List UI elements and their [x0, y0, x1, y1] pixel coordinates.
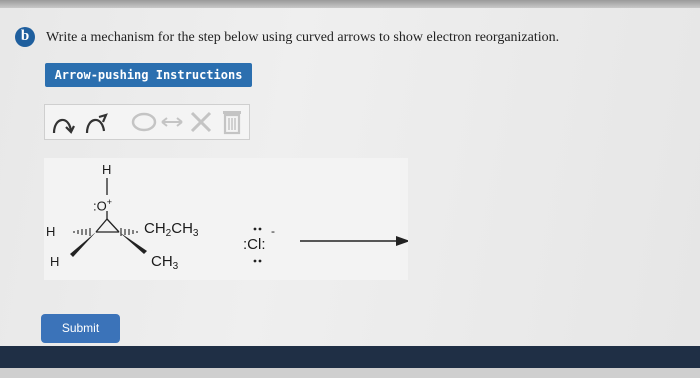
submit-button[interactable]: Submit	[41, 314, 120, 343]
question-text: Write a mechanism for the step below using curved arrows to show electron reorganization.	[46, 30, 560, 45]
hydrogen-left-hashed: H	[46, 224, 56, 239]
bond-lines	[44, 158, 408, 280]
chloride-charge: -	[271, 224, 275, 238]
hydrogen-top: H	[102, 162, 112, 177]
trash-icon[interactable]	[217, 105, 247, 139]
window-top-edge	[0, 0, 700, 8]
resonance-arrow-icon[interactable]	[157, 105, 187, 139]
arrow-pushing-instructions-button[interactable]: Arrow-pushing Instructions	[45, 63, 252, 87]
eraser-icon[interactable]	[129, 105, 159, 139]
oxonium-oxygen: :O+	[93, 197, 112, 214]
delete-x-icon[interactable]	[187, 105, 215, 139]
single-curved-arrow-icon[interactable]	[83, 105, 119, 139]
chloride-ion: :Cl:	[243, 236, 266, 253]
drawing-toolbar	[44, 104, 250, 140]
drawing-canvas[interactable]	[44, 158, 408, 280]
bottom-navigation-bar	[0, 346, 700, 368]
part-badge: b	[15, 27, 35, 47]
ethyl-group: $CH_2CH_3$	[144, 220, 199, 239]
window-bottom-edge	[0, 368, 700, 378]
methyl-group: $CH_3$	[151, 253, 179, 272]
hydrogen-left-wedge: H	[50, 254, 60, 269]
double-curved-arrow-icon[interactable]	[49, 105, 85, 139]
